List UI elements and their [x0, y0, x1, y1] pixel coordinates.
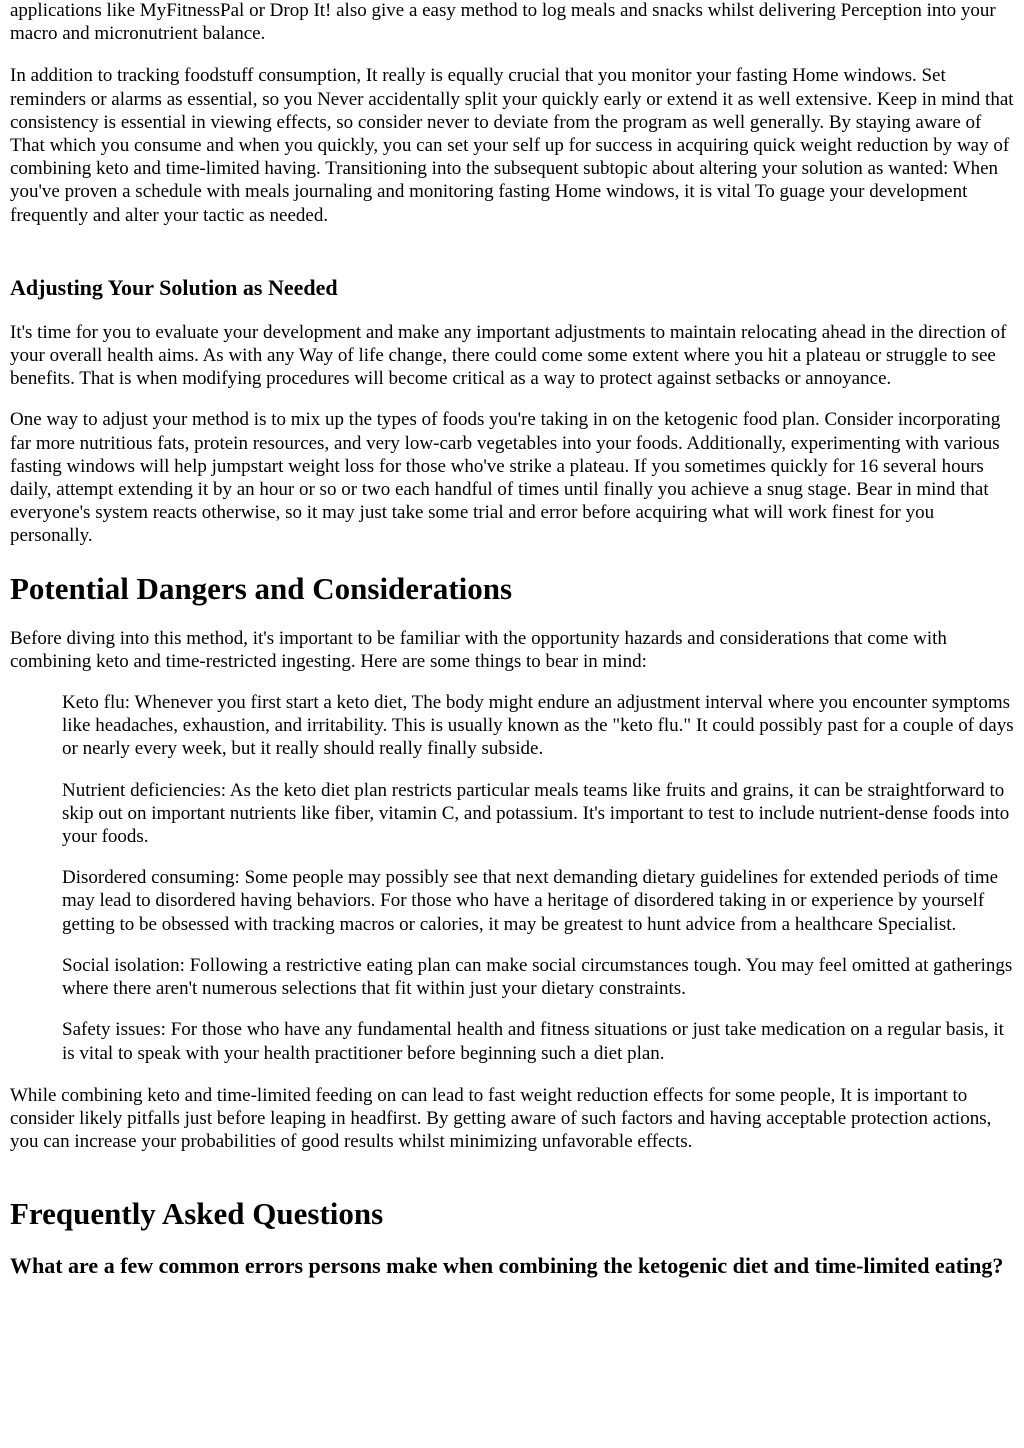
paragraph-dangers-intro: Before diving into this method, it's important to be familiar with the opportunity hazards and considerations that come with combining keto and time-restricted ingesting. Here are some things to bear in mind: — [10, 627, 947, 672]
dangers-list — [62, 691, 1014, 1065]
paragraph-dangers-conclusion: While combining keto and time-limited feeding on can lead to fast weight reduction effects for some people, It is important to consider likely pitfalls just before leaping in headfirst. By getting aware of such factors and having acceptable protection actions, you can increase your probabilities of good results whilst minimizing unfavorable effects. — [10, 1084, 992, 1153]
quote-nutrient-deficiencies: Nutrient deficiencies: As the keto diet plan restricts particular meals teams like fruits and grains, it can be straightforward to skip out on important nutrients like fiber, vitamin C, and potassium. It's important to test to include nutrient-dense foods into your foods. — [62, 779, 1010, 848]
quote-keto-flu: Keto flu: Whenever you first start a keto diet, The body might endure an adjustment interval where you encounter symptoms like headaches, exhaustion, and irritability. This is usually known as the "keto flu." It could possibly past for a couple of days or nearly every week, but it really should really finally subside. — [62, 692, 1014, 760]
heading-potential-dangers: Potential Dangers and Considerations — [10, 570, 513, 606]
quote-safety-issues: Safety issues: For those who have any fundamental health and fitness situations or just take medication on a regular basis, it is vital to speak with your health practitioner before beginning such a diet plan. — [62, 1019, 1004, 1064]
paragraph-tracking-apps: applications like MyFitnessPal or Drop It! also give a easy method to log meals and snacks whilst delivering Perception into your macro and micronutrient balance. — [10, 0, 996, 45]
heading-faq: Frequently Asked Questions — [10, 1196, 384, 1232]
quote-disordered-consuming: Disordered consuming: Some people may possibly see that next demanding dietary guidelines for extended periods of time may lead to disordered having behaviors. For those who have a heritage of disordered taking in or experience by yourself getting to be obsessed with tracking macros or calories, it may be greatest to hunt advice from a healthcare Specialist. — [62, 867, 999, 935]
paragraph-fasting-windows: In addition to tracking foodstuff consumption, It really is equally crucial that you monitor your fasting Home windows. Set reminders or alarms as essential, so you Never accidentally split your quickly early or extend it as well extensive. Keep in mind that consistency is essential in viewing effects, so consider never to deviate from the program as well generally. By staying aware of That which you consume and when you quickly, you can set your self up for success in acquiring quick weight reduction by way of combining keto and time-limited having. Transitioning into the subsequent subtopic about altering your solution as wanted: When you've proven a schedule with meals journaling and monitoring fasting Home windows, it is vital To guage your development frequently and alter your tactic as needed. — [10, 65, 1014, 226]
quote-social-isolation: Social isolation: Following a restrictive eating plan can make social circumstances tough. You may feel omitted at gatherings where there aren't numerous selections that fit within just your dietary constraints. — [62, 954, 1013, 1000]
paragraph-evaluate-development: It's time for you to evaluate your development and make any important adjustments to maintain relocating ahead in the direction of your overall health aims. As with any Way of life change, there could come some extent where you hit a plateau or struggle to see benefits. That is when modifying procedures will become critical as a way to protect against setbacks or annoyance. — [10, 321, 1007, 390]
heading-adjusting-solution: Adjusting Your Solution as Needed — [10, 274, 338, 300]
faq-question-1: What are a few common errors persons make when combining the ketogenic diet and time-limited eating? — [10, 1253, 1004, 1279]
paragraph-adjust-method: One way to adjust your method is to mix up the types of foods you're taking in on the ketogenic food plan. Consider incorporating far more nutritious fats, protein resources, and very low-carb vegetables into your foods. Additionally, experimenting with various fasting windows will help jumpstart weight loss for those who've strike a plateau. If you sometimes quickly for 16 several hours daily, attempt extending it by an hour or so or two each handful of times until finally you achieve a snug stage. Bear in mind that everyone's system reacts otherwise, so it may just take some trial and error before acquiring what will work finest for you personally. — [10, 409, 1001, 547]
